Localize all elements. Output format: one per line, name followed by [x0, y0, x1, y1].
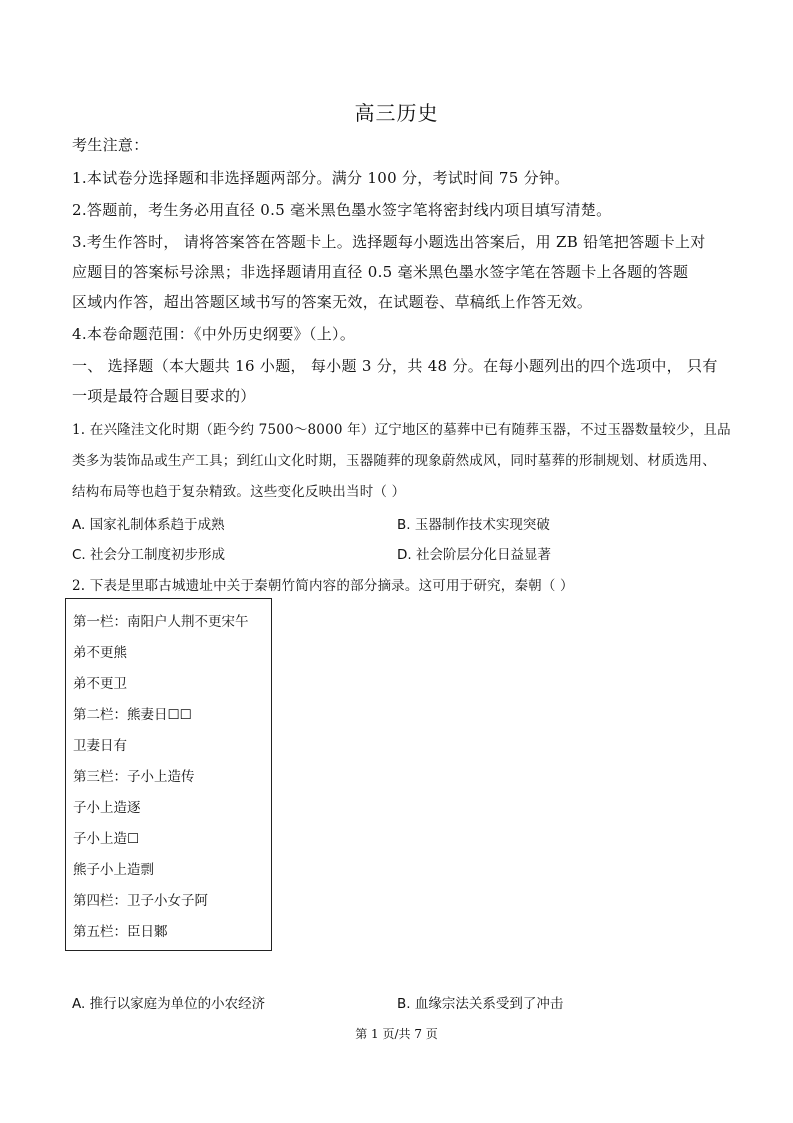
notice-item-1: 1.本试卷分选择题和非选择题两部分。满分 100 分，考试时间 75 分钟。 [72, 169, 570, 187]
table-row: 第二栏：熊妻日☐☐ [73, 707, 192, 723]
table-row: 子小上造逐 [73, 800, 141, 816]
page-title: 高三历史 [354, 101, 439, 125]
table-row: 弟不更熊 [73, 645, 127, 661]
table-row: 第五栏：臣日鄹 [73, 924, 168, 940]
page-footer: 第 1 页/共 7 页 [355, 1027, 438, 1041]
question-1-option-d: D. 社会阶层分化日益显著 [397, 547, 551, 563]
question-2-option-b: B. 血缘宗法关系受到了冲击 [397, 996, 564, 1012]
question-1-line-1: 1. 在兴隆洼文化时期（距今约 7500～8000 年）辽宁地区的墓葬中已有随葬玉器，不过玉器数量较少，且品 [72, 422, 731, 438]
question-1-line-3: 结构布局等也趋于复杂精致。这些变化反映出当时（ ） [72, 484, 406, 500]
notice-item-3-line-2: 应题目的答案标号涂黑；非选择题请用直径 0.5 毫米黑色墨水签字笔在答题卡上各题的答题 [72, 263, 689, 281]
bamboo-slip-table [65, 598, 272, 951]
question-1-option-a: A. 国家礼制体系趋于成熟 [72, 517, 225, 533]
table-row: 子小上造☐ [73, 831, 140, 847]
table-row: 第三栏：子小上造传 [73, 769, 195, 785]
notice-item-3-line-1: 3.考生作答时， 请将答案答在答题卡上。选择题每小题选出答案后，用 ZB 铅笔把答题卡上对 [72, 233, 706, 251]
question-2-option-a: A. 推行以家庭为单位的小农经济 [72, 996, 266, 1012]
notice-heading: 考生注意： [72, 136, 149, 154]
table-row: 卫妻日有 [73, 738, 127, 754]
question-1-option-b: B. 玉器制作技术实现突破 [397, 517, 550, 533]
notice-item-2: 2.答题前，考生务必用直径 0.5 毫米黑色墨水签字笔将密封线内项目填写清楚。 [72, 201, 612, 219]
section-heading-line-2: 一项是最符合题目要求的） [72, 387, 256, 405]
question-2-stem: 2. 下表是里耶古城遗址中关于秦朝竹简内容的部分摘录。这可用于研究，秦朝（ ） [72, 578, 574, 594]
table-row: 第一栏：南阳户人荆不更宋午 [73, 614, 249, 630]
question-1-option-c: C. 社会分工制度初步形成 [72, 547, 226, 563]
table-row: 第四栏：卫子小女子阿 [73, 893, 208, 909]
table-row: 弟不更卫 [73, 676, 127, 692]
table-row: 熊子小上造剽 [73, 862, 154, 878]
section-heading-line-1: 一、 选择题（本大题共 16 小题， 每小题 3 分，共 48 分。在每小题列出的四个选项中， 只有 [72, 357, 718, 375]
notice-item-3-line-3: 区域内作答，超出答题区域书写的答案无效，在试题卷、草稿纸上作答无效。 [72, 293, 593, 311]
notice-item-4: 4.本卷命题范围：《中外历史纲要》（上）。 [72, 325, 356, 343]
question-1-line-2: 类多为装饰品或生产工具；到红山文化时期，玉器随葬的现象蔚然成风，同时墓葬的形制规划、材质选用、 [72, 453, 716, 469]
